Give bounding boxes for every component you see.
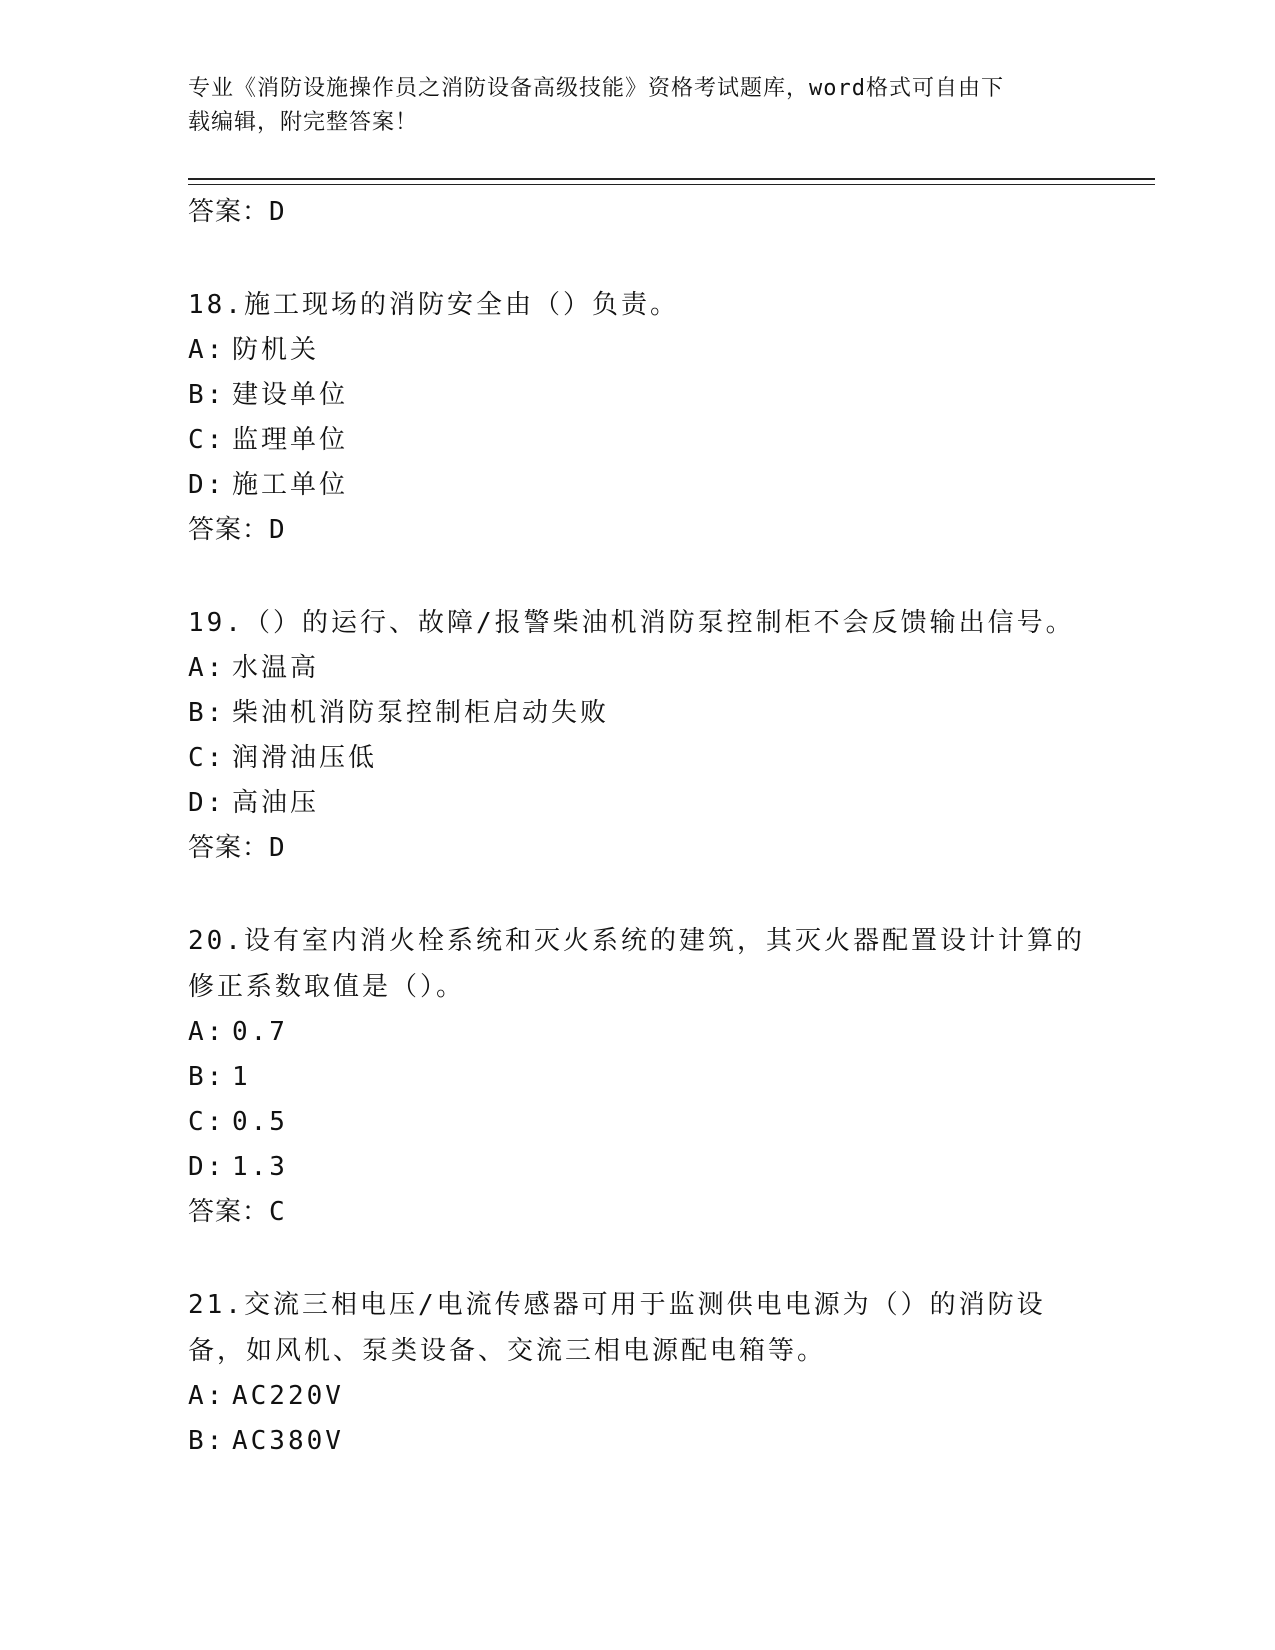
option-d — [188, 781, 1088, 826]
question-stem: 18.施工现场的消防安全由（）负责。 — [188, 290, 679, 320]
option-letter: A: — [188, 335, 226, 365]
option-c — [188, 418, 1088, 463]
option-text: AC380V — [232, 1426, 344, 1456]
option-text: 水温高 — [232, 653, 320, 683]
option-d — [188, 1145, 1088, 1190]
question-stem: 21.交流三相电压/电流传感器可用于监测供电电源为（）的消防设备，如风机、泵类设备、交流三相电源配电箱等。 — [188, 1290, 1046, 1366]
answer-line: 答案：D — [188, 197, 286, 227]
option-letter: B: — [188, 698, 226, 728]
header-divider-thin — [188, 184, 1155, 185]
option-b — [188, 1055, 1088, 1100]
option-letter: D: — [188, 788, 226, 818]
page-header — [188, 72, 1088, 140]
option-letter: A: — [188, 1017, 226, 1047]
option-text: 1.3 — [232, 1152, 288, 1182]
option-b — [188, 1419, 1088, 1464]
option-letter: A: — [188, 653, 226, 683]
question-list — [188, 190, 1088, 1464]
option-letter: B: — [188, 1426, 226, 1456]
option-a — [188, 1374, 1088, 1419]
option-a — [188, 328, 1088, 373]
option-text: 高油压 — [232, 788, 320, 818]
question-21 — [188, 1282, 1088, 1464]
option-text: 0.7 — [232, 1017, 288, 1047]
option-letter: B: — [188, 1062, 226, 1092]
option-d — [188, 463, 1088, 508]
option-letter: A: — [188, 1381, 226, 1411]
question-20 — [188, 918, 1088, 1235]
option-text: 监理单位 — [232, 425, 349, 455]
option-text: 施工单位 — [232, 470, 349, 500]
answer-line: 答案：D — [188, 833, 286, 863]
option-letter: C: — [188, 1107, 226, 1137]
option-text: 柴油机消防泵控制柜启动失败 — [232, 698, 610, 728]
option-text: 防机关 — [232, 335, 320, 365]
option-b — [188, 373, 1088, 418]
option-letter: C: — [188, 743, 226, 773]
option-a — [188, 1010, 1088, 1055]
option-letter: D: — [188, 470, 226, 500]
option-b — [188, 691, 1088, 736]
question-18 — [188, 282, 1088, 553]
option-c — [188, 736, 1088, 781]
header-divider-thick — [188, 178, 1155, 180]
question-stem: 19.（）的运行、故障/报警柴油机消防泵控制柜不会反馈输出信号。 — [188, 608, 1075, 638]
question-19 — [188, 600, 1088, 871]
question-stem: 20.设有室内消火栓系统和灭火系统的建筑，其灭火器配置设计计算的修正系数取值是（）。 — [188, 926, 1085, 1002]
option-letter: C: — [188, 425, 226, 455]
option-text: 0.5 — [232, 1107, 288, 1137]
answer-line: 答案：C — [188, 1197, 286, 1227]
option-c — [188, 1100, 1088, 1145]
option-text: 润滑油压低 — [232, 743, 378, 773]
option-text: 1 — [232, 1062, 251, 1092]
header-line-1: 专业《消防设施操作员之消防设备高级技能》资格考试题库，word格式可自由下 — [188, 76, 1004, 101]
header-line-2: 载编辑，附完整答案！ — [188, 110, 419, 135]
option-text: 建设单位 — [232, 380, 349, 410]
option-a — [188, 646, 1088, 691]
answer-line: 答案：D — [188, 515, 286, 545]
option-letter: B: — [188, 380, 226, 410]
option-text: AC220V — [232, 1381, 344, 1411]
option-letter: D: — [188, 1152, 226, 1182]
